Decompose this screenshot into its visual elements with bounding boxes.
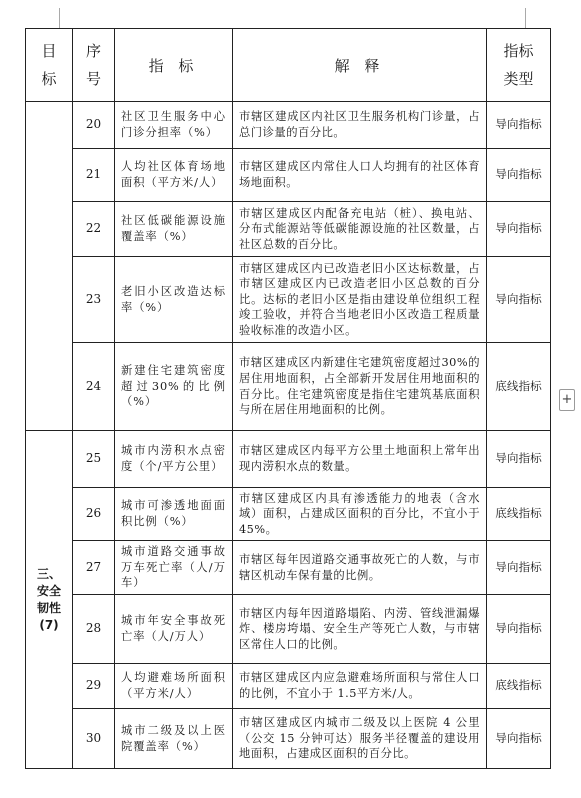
indicator-cell: 社区低碳能源设施覆盖率（%） bbox=[115, 202, 233, 257]
indicator-cell: 新建住宅建筑密度超过30%的比例（%） bbox=[115, 343, 233, 431]
table-row bbox=[26, 595, 551, 664]
indicator-type-cell: 导向指标 bbox=[487, 202, 551, 257]
table-row bbox=[26, 202, 551, 257]
table-row bbox=[26, 102, 551, 149]
row-number: 25 bbox=[73, 431, 115, 488]
table-body bbox=[26, 102, 551, 769]
indicator-type-cell: 导向指标 bbox=[487, 541, 551, 595]
category-cell: 三、 安全 韧性 (7) bbox=[26, 431, 73, 769]
page-corner-mark bbox=[525, 8, 526, 28]
row-number: 27 bbox=[73, 541, 115, 595]
indicator-cell: 城市可渗透地面面积比例（%） bbox=[115, 488, 233, 541]
indicator-type-cell: 底线指标 bbox=[487, 343, 551, 431]
indicator-cell: 城市道路交通事故万车死亡率（人/万车） bbox=[115, 541, 233, 595]
indicator-type-cell: 底线指标 bbox=[487, 488, 551, 541]
category-cell bbox=[26, 102, 73, 431]
table-row bbox=[26, 431, 551, 488]
explanation-cell: 市辖区建成区内具有渗透能力的地表（含水域）面积，占建成区面积的百分比，不宜小于 45%。 bbox=[233, 488, 487, 541]
explanation-cell: 市辖区每年因道路交通事故死亡的人数，与市辖区机动车保有量的比例。 bbox=[233, 541, 487, 595]
row-number: 24 bbox=[73, 343, 115, 431]
row-number: 26 bbox=[73, 488, 115, 541]
explanation-cell: 市辖区建成区内配备充电站（桩）、换电站、分布式能源站等低碳能源设施的社区数量，占社区总数的百分比。 bbox=[233, 202, 487, 257]
indicator-cell: 城市内涝积水点密度（个/平方公里） bbox=[115, 431, 233, 488]
row-number: 28 bbox=[73, 595, 115, 664]
table-row bbox=[26, 541, 551, 595]
row-number: 30 bbox=[73, 709, 115, 769]
row-number: 29 bbox=[73, 664, 115, 709]
indicator-type-cell: 导向指标 bbox=[487, 257, 551, 343]
explanation-cell: 市辖区建成区内应急避难场所面积与常住人口的比例，不宜小于 1.5平方米/人。 bbox=[233, 664, 487, 709]
header-type: 指标 类型 bbox=[487, 29, 551, 102]
explanation-cell: 市辖区建成区内已改造老旧小区达标数量，占市辖区建成区内已改造老旧小区总数的百分比。达标的老旧小区是指由建设单位组织工程竣工验收，并符合当地老旧小区改造工程质量验收标准的改造小区。 bbox=[233, 257, 487, 343]
table-row bbox=[26, 709, 551, 769]
header-goal: 目 标 bbox=[26, 29, 73, 102]
table-row bbox=[26, 343, 551, 431]
table-row bbox=[26, 257, 551, 343]
header-indicator: 指 标 bbox=[115, 29, 233, 102]
table-row bbox=[26, 664, 551, 709]
indicator-cell: 社区卫生服务中心门诊分担率（%） bbox=[115, 102, 233, 149]
explanation-cell: 市辖区内每年因道路塌陷、内涝、管线泄漏爆炸、楼房垮塌、安全生产等死亡人数，与市辖区常住人口的比例。 bbox=[233, 595, 487, 664]
row-number: 20 bbox=[73, 102, 115, 149]
explanation-cell: 市辖区建成区内社区卫生服务机构门诊量，占总门诊量的百分比。 bbox=[233, 102, 487, 149]
table-row bbox=[26, 488, 551, 541]
explanation-cell: 市辖区建成区内常住人口人均拥有的社区体育场地面积。 bbox=[233, 149, 487, 202]
table-row bbox=[26, 149, 551, 202]
indicator-type-cell: 导向指标 bbox=[487, 595, 551, 664]
explanation-cell: 市辖区建成区内城市二级及以上医院 4 公里（公交 15 分钟可达）服务半径覆盖的建设用地面积，占建成区面积的百分比。 bbox=[233, 709, 487, 769]
indicator-type-cell: 导向指标 bbox=[487, 102, 551, 149]
indicator-type-cell: 导向指标 bbox=[487, 709, 551, 769]
explanation-cell: 市辖区建成区内每平方公里土地面积上常年出现内涝积水点的数量。 bbox=[233, 431, 487, 488]
row-number: 22 bbox=[73, 202, 115, 257]
indicator-cell: 城市二级及以上医院覆盖率（%） bbox=[115, 709, 233, 769]
indicator-type-cell: 导向指标 bbox=[487, 431, 551, 488]
indicator-cell: 人均社区体育场地面积（平方米/人） bbox=[115, 149, 233, 202]
indicator-type-cell: 底线指标 bbox=[487, 664, 551, 709]
row-number: 23 bbox=[73, 257, 115, 343]
header-explanation: 解 释 bbox=[233, 29, 487, 102]
indicator-type-cell: 导向指标 bbox=[487, 149, 551, 202]
plus-icon[interactable]: + bbox=[559, 389, 575, 411]
indicator-cell: 人均避难场所面积（平方米/人） bbox=[115, 664, 233, 709]
explanation-cell: 市辖区建成区内新建住宅建筑密度超过30%的居住用地面积，占全部新开发居住用地面积的百分比。住宅建筑密度是指住宅建筑基底面积与所在居住用地面积的比例。 bbox=[233, 343, 487, 431]
indicator-cell: 城市年安全事故死亡率（人/万人） bbox=[115, 595, 233, 664]
table-header-row bbox=[26, 29, 551, 102]
indicator-table bbox=[25, 28, 551, 769]
row-number: 21 bbox=[73, 149, 115, 202]
page-corner-mark bbox=[59, 8, 60, 28]
indicator-cell: 老旧小区改造达标率（%） bbox=[115, 257, 233, 343]
header-seq: 序 号 bbox=[73, 29, 115, 102]
